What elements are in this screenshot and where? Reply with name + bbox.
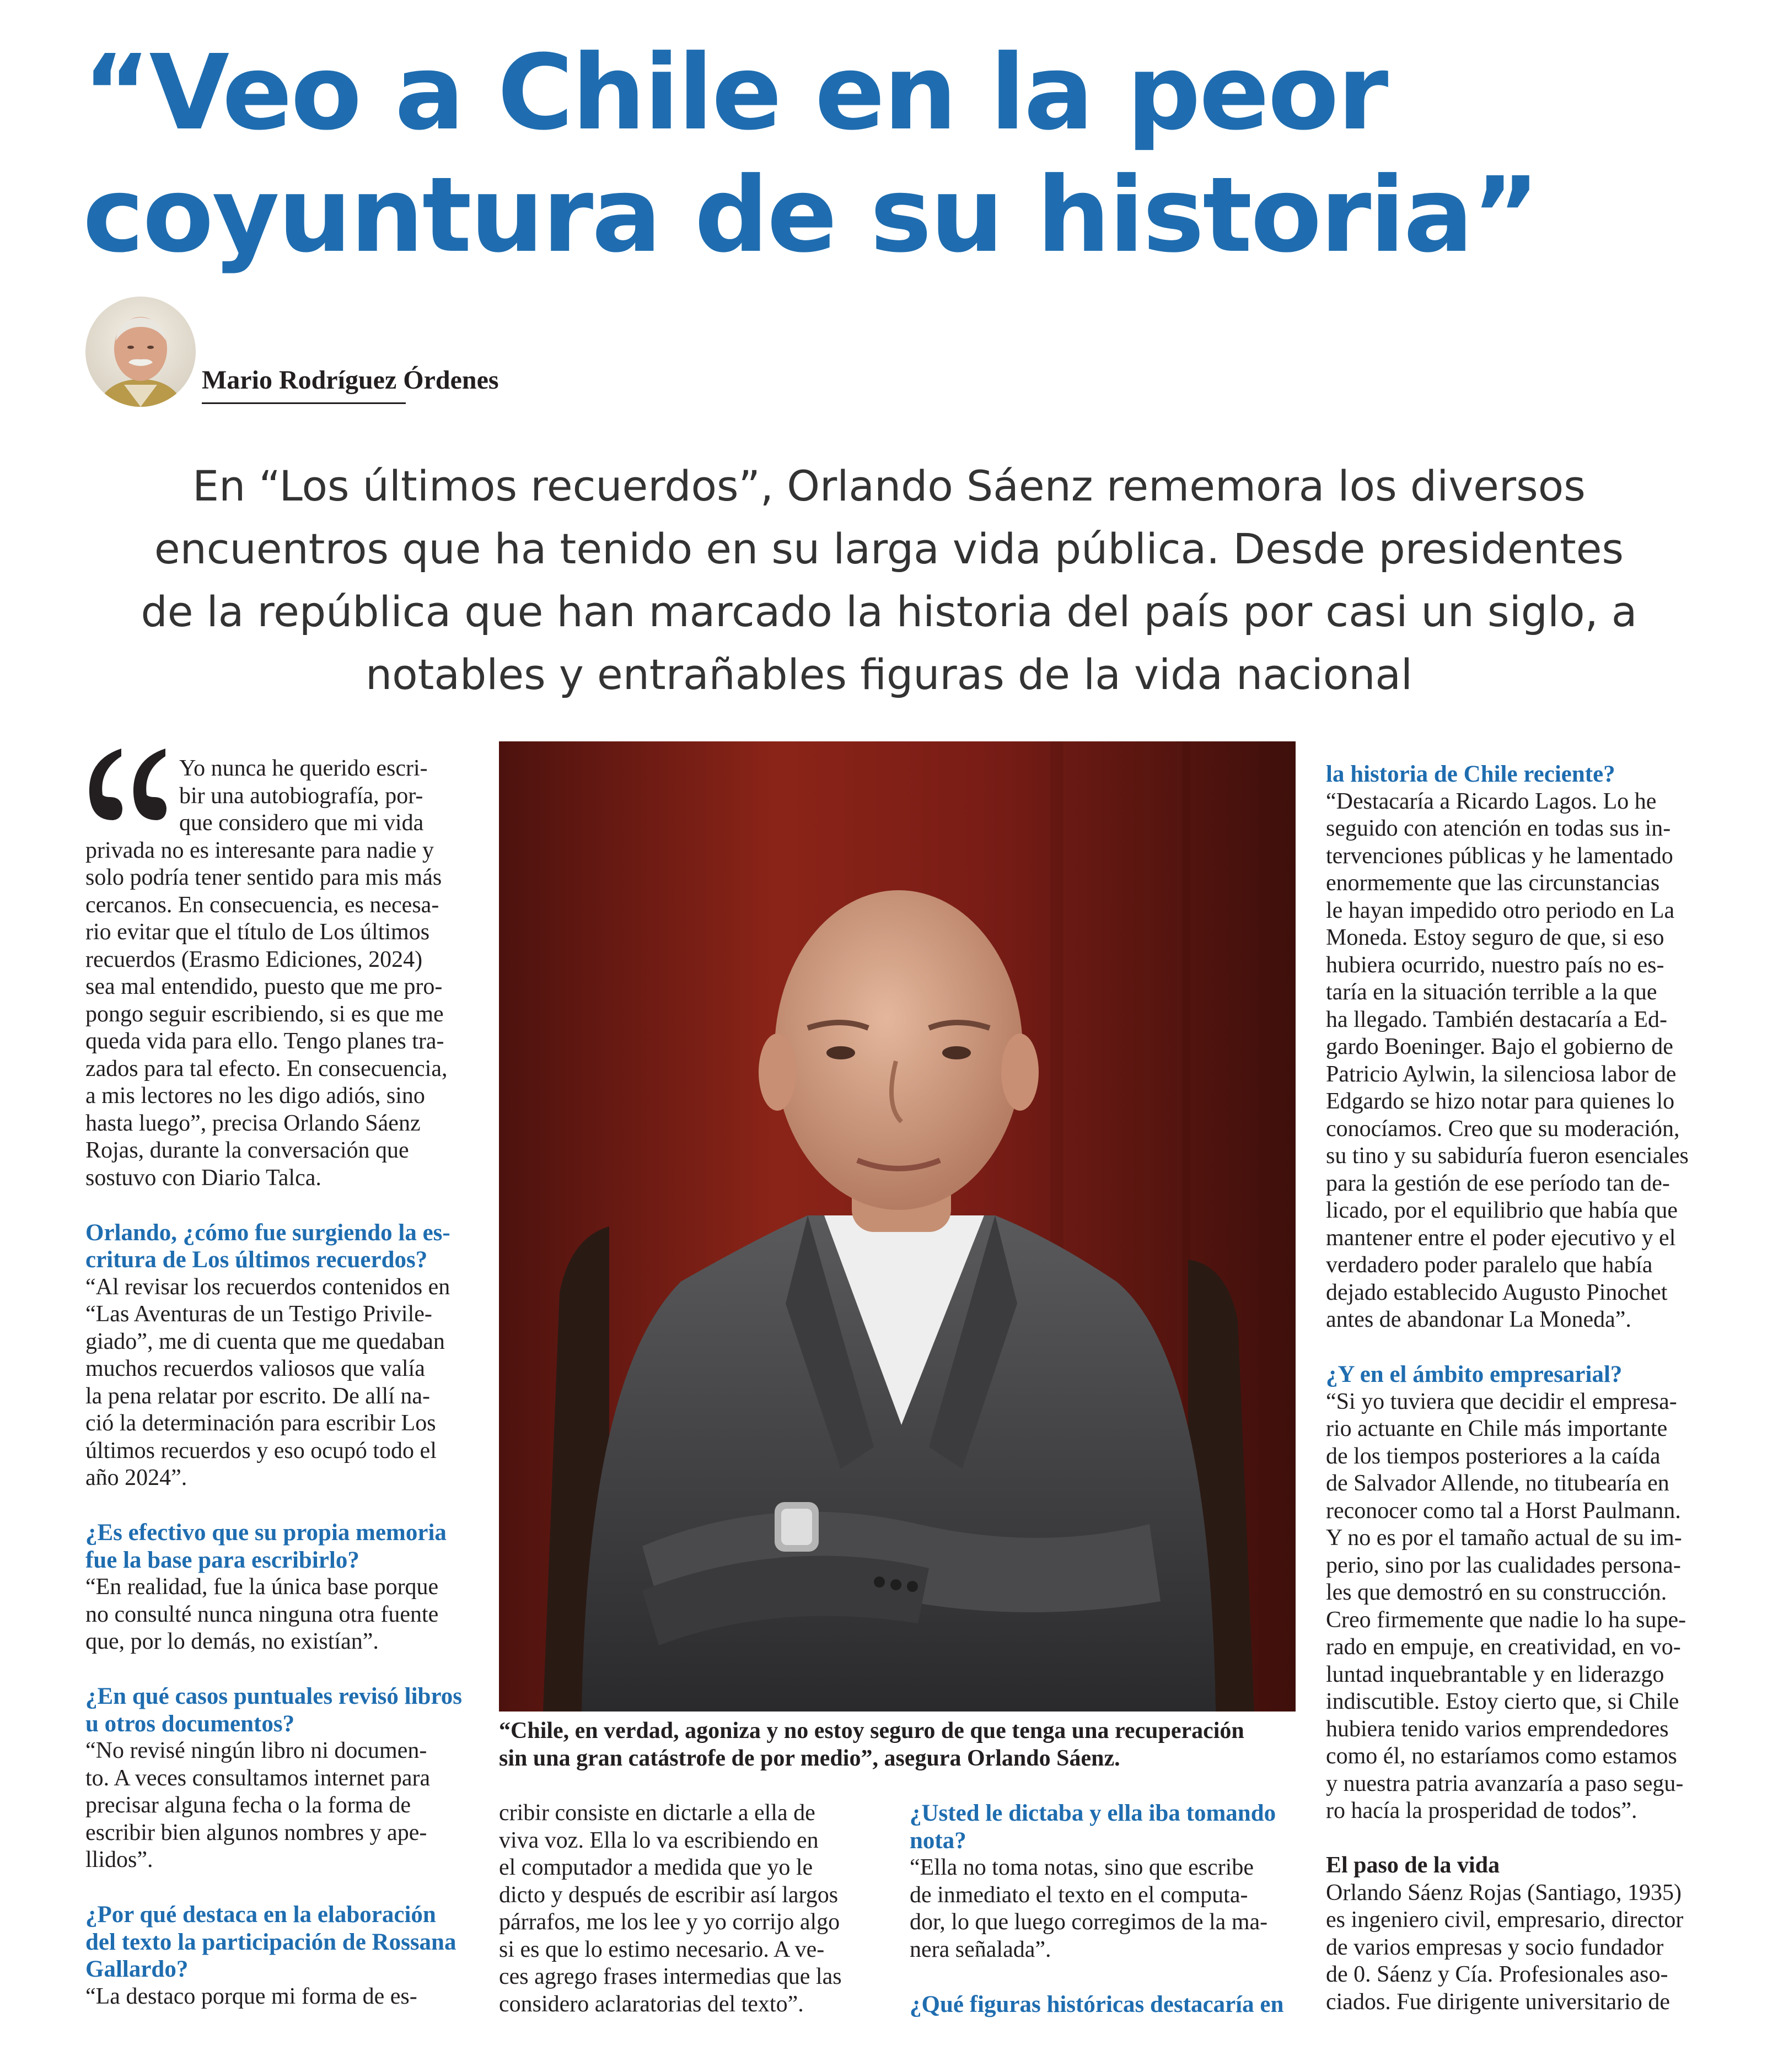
answer-line: nera señalada”. xyxy=(910,1936,1051,1962)
column-4 xyxy=(1326,761,1712,2016)
question-line: ¿En qué casos puntuales revisó libros xyxy=(85,1683,462,1709)
answer-line: seguido con atención en todas sus in- xyxy=(1326,816,1671,841)
column-1 xyxy=(85,755,471,2010)
answer-line: muchos recuerdos valiosos que valía xyxy=(85,1356,425,1381)
question-line: fue la base para escribirlo? xyxy=(85,1547,359,1573)
deck-line: encuentros que ha tenido en su larga vida pública. Desde presidentes xyxy=(154,524,1624,573)
answer-line: “Las Aventuras de un Testigo Privile- xyxy=(85,1301,432,1327)
intro-line: cercanos. En consecuencia, es necesa- xyxy=(85,892,439,918)
intro-line: pongo seguir escribiendo, si es que me xyxy=(85,1001,444,1027)
answer-line: dor, lo que luego corregimos de la ma- xyxy=(910,1909,1268,1935)
answer-line: para la gestión de ese período tan de- xyxy=(1326,1170,1670,1196)
question-line: critura de Los últimos recuerdos? xyxy=(85,1247,428,1273)
answer-line: hubiera tenido varios emprendedores xyxy=(1326,1716,1669,1742)
question-line: ¿Y en el ámbito empresarial? xyxy=(1326,1361,1623,1387)
question-line: ¿Usted le dictaba y ella iba tomando xyxy=(910,1800,1276,1826)
answer-line: mantener entre el poder ejecutivo y el xyxy=(1326,1225,1676,1251)
answer-line: cribir consiste en dictarle a ella de xyxy=(499,1800,815,1826)
answer-line: dicto y después de escribir así largos xyxy=(499,1882,839,1908)
answer-line: párrafos, me los lee y yo corrijo algo xyxy=(499,1909,840,1935)
answer-line: Creo firmemente que nadie lo ha supe- xyxy=(1326,1607,1686,1633)
intro-line: zados para tal efecto. En consecuencia, xyxy=(85,1056,448,1081)
answer-line: ció la determinación para escribir Los xyxy=(85,1411,436,1436)
answer-line: Y no es por el tamaño actual de su im- xyxy=(1326,1525,1682,1551)
answer-line: to. A veces consultamos internet para xyxy=(85,1765,431,1791)
answer-line: “La destaco porque mi forma de es- xyxy=(85,1983,417,2009)
bio-line: es ingeniero civil, empresario, director xyxy=(1326,1907,1684,1933)
answer-line: ces agrego frases intermedias que las xyxy=(499,1964,842,1989)
answer-line: escribir bien algunos nombres y ape- xyxy=(85,1820,427,1845)
answer-line: viva voz. Ella lo va escribiendo en xyxy=(499,1827,819,1853)
answer-line: “Al revisar los recuerdos contenidos en xyxy=(85,1274,450,1300)
section-subhead: El paso de la vida xyxy=(1326,1853,1500,1878)
answer-line: conocíamos. Creo que su moderación, xyxy=(1326,1116,1680,1142)
answer-line: rio actuante en Chile más importante xyxy=(1326,1416,1668,1441)
deck-line: de la república que han marcado la historia del país por casi un siglo, a xyxy=(141,587,1637,636)
author-avatar xyxy=(85,297,196,407)
answer-line: gardo Boeninger. Bajo el gobierno de xyxy=(1326,1034,1673,1059)
intro-line: solo podría tener sentido para mis más xyxy=(85,865,442,890)
answer-line: Moneda. Estoy seguro de que, si eso xyxy=(1326,925,1664,950)
answer-line: de Salvador Allende, no titubearía en xyxy=(1326,1471,1669,1496)
answer-line: “Destacaría a Ricardo Lagos. Lo he xyxy=(1326,788,1657,814)
answer-line: taría en la situación terrible a la que xyxy=(1326,980,1657,1005)
intro-line: queda vida para ello. Tengo planes tra- xyxy=(85,1029,444,1054)
answer-line: enormemente que las circunstancias xyxy=(1326,870,1660,896)
headline-line: coyuntura de su historia” xyxy=(83,155,1539,276)
question-line: u otros documentos? xyxy=(85,1710,295,1737)
headline xyxy=(83,32,1715,277)
question-line: ¿Qué figuras históricas destacaría en xyxy=(910,1991,1284,2017)
answer-line: como él, no estaríamos como estamos xyxy=(1326,1743,1677,1769)
question-line: la historia de Chile reciente? xyxy=(1326,761,1615,787)
answer-line: la pena relatar por escrito. De allí na- xyxy=(85,1383,431,1409)
intro-line: sea mal entendido, puesto que me pro- xyxy=(85,974,443,999)
answer-line: ro hacía la prosperidad de todos”. xyxy=(1326,1798,1637,1823)
answer-line: precisar alguna fecha o la forma de xyxy=(85,1793,411,1818)
headline-line: “Veo a Chile en la peor xyxy=(83,33,1387,153)
deck-line: En “Los últimos recuerdos”, Orlando Sáenz rememora los diversos xyxy=(192,461,1586,510)
question-line: Orlando, ¿cómo fue surgiendo la es- xyxy=(85,1219,450,1246)
answer-line: que, por lo demás, no existían”. xyxy=(85,1629,379,1654)
portrait-photo xyxy=(499,741,1296,1712)
bio-line: de 0. Sáenz y Cía. Profesionales aso- xyxy=(1326,1962,1668,1987)
answer-line: no consulté nunca ninguna otra fuente xyxy=(85,1601,439,1627)
answer-line: año 2024”. xyxy=(85,1465,187,1490)
answer-line: luntad inquebrantable y en liderazgo xyxy=(1326,1661,1664,1687)
deck-line: notables y entrañables figuras de la vida nacional xyxy=(365,650,1413,699)
column-2 xyxy=(499,1800,885,2018)
answer-line: licado, por el equilibrio que había que xyxy=(1326,1198,1678,1223)
answer-line: de inmediato el texto en el computa- xyxy=(910,1882,1248,1908)
answer-line: tervenciones públicas y he lamentado xyxy=(1326,843,1673,869)
answer-line: “Si yo tuviera que decidir el empresa- xyxy=(1326,1388,1677,1414)
answer-line: dejado establecido Augusto Pinochet xyxy=(1326,1279,1668,1305)
answer-line: rado en empuje, en creatividad, en vo- xyxy=(1326,1634,1681,1660)
bio-line: de varios empresas y socio fundador xyxy=(1326,1934,1664,1960)
answer-line: su tino y su sabiduría fueron esenciales xyxy=(1326,1143,1689,1169)
answer-line: reconocer como tal a Horst Paulmann. xyxy=(1326,1498,1681,1524)
question-line: ¿Por qué destaca en la elaboración xyxy=(85,1902,436,1928)
answer-line: le hayan impedido otro periodo en La xyxy=(1326,897,1675,923)
column-3 xyxy=(910,1800,1296,2018)
answer-line: si es que lo estimo necesario. A ve- xyxy=(499,1936,825,1962)
answer-line: Patricio Aylwin, la silenciosa labor de xyxy=(1326,1061,1677,1087)
answer-line: hubiera ocurrido, nuestro país no es- xyxy=(1326,952,1664,978)
answer-line: últimos recuerdos y eso ocupó todo el xyxy=(85,1438,437,1463)
answer-line: el computador a medida que yo le xyxy=(499,1855,813,1880)
intro-line: privada no es interesante para nadie y xyxy=(85,837,434,863)
answer-line: perio, sino por las cualidades persona- xyxy=(1326,1552,1681,1578)
intro-line: recuerdos (Erasmo Ediciones, 2024) xyxy=(85,946,423,972)
intro-line: a mis lectores no les digo adiós, sino xyxy=(85,1083,425,1108)
intro-line: bir una autobiografía, por- xyxy=(179,783,423,809)
intro-line: Yo nunca he querido escri- xyxy=(179,756,428,781)
caption-line: “Chile, en verdad, agoniza y no estoy seguro de que tenga una recuperación xyxy=(499,1718,1244,1743)
answer-line: y nuestra patria avanzaría a paso segu- xyxy=(1326,1770,1684,1796)
answer-line: giado”, me di cuenta que me quedaban xyxy=(85,1328,445,1354)
answer-line: de los tiempos posteriores a la caída xyxy=(1326,1443,1661,1469)
answer-line: Edgardo se hizo notar para quienes lo xyxy=(1326,1089,1675,1114)
intro-line: Rojas, durante la conversación que xyxy=(85,1138,409,1163)
answer-line: ha llegado. También destacaría a Ed- xyxy=(1326,1007,1668,1032)
author-byline: Mario Rodríguez Órdenes xyxy=(202,365,499,395)
answer-line: llidos”. xyxy=(85,1847,153,1872)
question-line: del texto la participación de Rossana xyxy=(85,1929,456,1955)
answer-line: antes de abandonar La Moneda”. xyxy=(1326,1307,1631,1332)
byline-underline xyxy=(202,402,406,404)
answer-line: considero aclaratorias del texto”. xyxy=(499,1991,804,2017)
answer-line: verdadero poder paralelo que había xyxy=(1326,1252,1653,1278)
answer-line: indiscutible. Estoy cierto que, si Chile xyxy=(1326,1689,1679,1714)
intro-line: rio evitar que el título de Los últimos xyxy=(85,919,430,945)
article-deck xyxy=(83,455,1695,706)
caption-line: sin una gran catástrofe de por medio”, asegura Orlando Sáenz. xyxy=(499,1746,1120,1771)
intro-line: que considero que mi vida xyxy=(179,810,424,836)
answer-line: “Ella no toma notas, sino que escribe xyxy=(910,1855,1254,1880)
question-line: nota? xyxy=(910,1827,966,1854)
question-line: ¿Es efectivo que su propia memoria xyxy=(85,1520,447,1546)
answer-line: “En realidad, fue la única base porque xyxy=(85,1574,439,1600)
intro-line: sostuvo con Diario Talca. xyxy=(85,1165,321,1191)
photo-caption xyxy=(499,1717,1296,1772)
intro-line: hasta luego”, precisa Orlando Sáenz xyxy=(85,1110,421,1136)
question-line: Gallardo? xyxy=(85,1956,189,1982)
answer-line: “No revisé ningún libro ni documen- xyxy=(85,1738,427,1763)
bio-line: Orlando Sáenz Rojas (Santiago, 1935) xyxy=(1326,1880,1682,1906)
answer-line: les que demostró en su construcción. xyxy=(1326,1580,1667,1605)
bio-line: ciados. Fue dirigente universitario de xyxy=(1326,1989,1670,2015)
